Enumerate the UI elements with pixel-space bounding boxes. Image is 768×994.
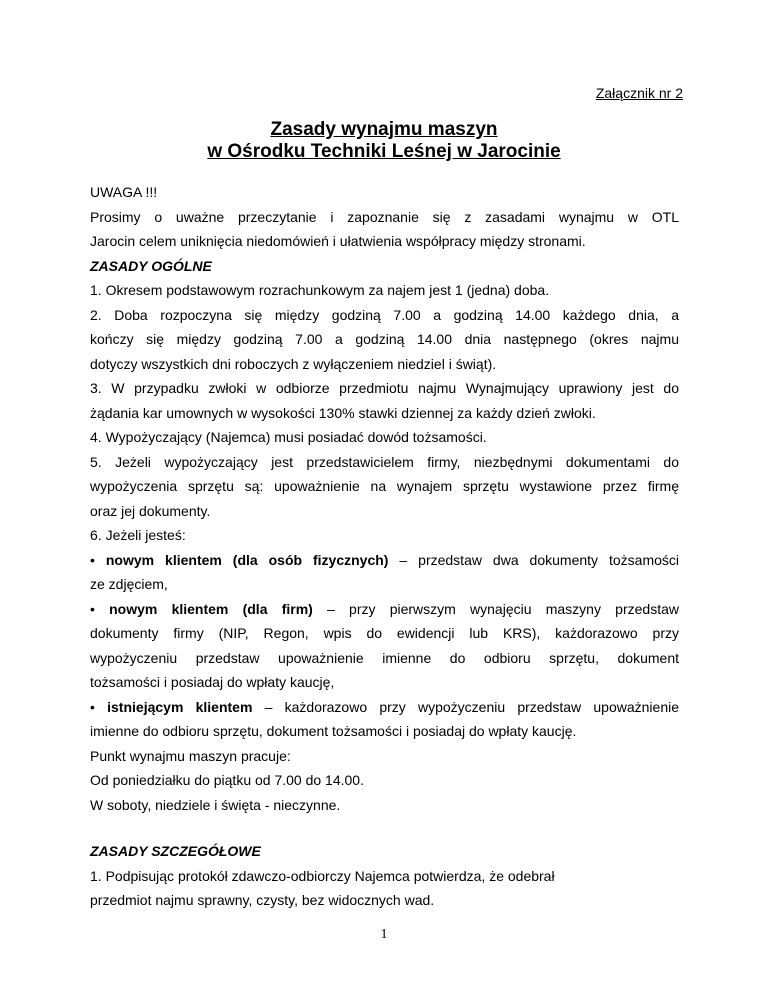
rule-5-line: oraz jej dokumenty. <box>90 502 211 519</box>
bullet-text: – każdorazowo przy wypożyczeniu przedstaw upoważnienie <box>252 698 680 715</box>
rule-3-line: żądania kar umownych w wysokości 130% stawki dziennej za każdy dzień zwłoki. <box>90 404 596 421</box>
rule-1: 1. Okresem podstawowym rozrachunkowym za najem jest 1 (jedna) doba. <box>90 282 550 298</box>
bullet-term: istniejącym klientem <box>107 698 253 715</box>
section-spacer <box>90 817 679 839</box>
bullet-mark: • <box>90 698 108 715</box>
bullet-existing-client <box>90 695 679 720</box>
document-title <box>0 119 768 163</box>
bullet-new-individual <box>90 548 679 573</box>
section-heading-general: ZASADY OGÓLNE <box>90 257 212 274</box>
warning-text: UWAGA !!! <box>90 184 158 200</box>
intro-line: Prosimy o uważne przeczytanie i zapoznanie się z zasadami wynajmu w OTL <box>90 208 679 225</box>
bullet-continuation: tożsamości i posiadaj do wpłaty kaucję, <box>90 674 335 690</box>
bullet-new-company <box>90 597 679 622</box>
rule-2-line: dotyczy wszystkich dni roboczych z wyłączeniem niedziel i świąt). <box>90 355 497 372</box>
section-heading-detailed: ZASADY SZCZEGÓŁOWE <box>90 843 261 859</box>
rule-5-line: 5. Jeżeli wypożyczający jest przedstawicielem firmy, niezbędnymi dokumentami do <box>90 453 679 470</box>
rule-3-line: 3. W przypadku zwłoki w odbiorze przedmiotu najmu Wynajmujący uprawiony jest do <box>90 380 679 396</box>
rule-2-line: kończy się między godziną 7.00 a godziną 14.00 dnia następnego (okres najmu <box>90 331 679 347</box>
bullet-text: – przy pierwszym wynajęciu maszyny przedstaw <box>312 600 679 617</box>
rule-5-line: wypożyczenia sprzętu są: upoważnienie na wynajem sprzętu wystawione przez firmę <box>90 478 679 494</box>
bullet-term: nowym klientem (dla osób fizycznych) <box>105 551 389 568</box>
detail-rule-1-line: przedmiot najmu sprawny, czysty, bez widocznych wad. <box>90 892 435 908</box>
document-body <box>90 180 679 913</box>
hours-weekdays: Od poniedziałku do piątku od 7.00 do 14.00. <box>90 772 364 788</box>
bullet-continuation: imienne do odbioru sprzętu, dokument tożsamości i posiadaj do wpłaty kaucję. <box>90 723 577 739</box>
intro-line: Jarocin celem uniknięcia niedomówień i ułatwienia współpracy między stronami. <box>90 233 586 249</box>
rule-2-line: 2. Doba rozpoczyna się między godziną 7.00 a godziną 14.00 każdego dnia, a <box>90 306 679 323</box>
hours-weekend: W soboty, niedziele i święta - nieczynne. <box>90 796 341 813</box>
bullet-text: – przedstaw dwa dokumenty tożsamości <box>388 551 680 568</box>
bullet-continuation: dokumenty firmy (NIP, Regon, wpis do ewidencji lub KRS), każdorazowo przy <box>90 625 679 641</box>
bullet-term: nowym klientem (dla firm) <box>109 600 313 617</box>
bullet-mark: • <box>90 600 110 617</box>
bullet-continuation: ze zdjęciem, <box>90 576 168 592</box>
rule-4: 4. Wypożyczający (Najemca) musi posiadać dowód tożsamości. <box>90 429 487 445</box>
bullet-mark: • <box>90 551 106 568</box>
hours-heading: Punkt wynajmu maszyn pracuje: <box>90 747 291 764</box>
title-line-1: Zasady wynajmu maszyn <box>270 119 498 140</box>
bullet-continuation: wypożyczeniu przedstaw upoważnienie imienne do odbioru sprzętu, dokument <box>90 649 679 666</box>
detail-rule-1-line: 1. Podpisując protokół zdawczo-odbiorczy Najemca potwierdza, że odebrał <box>90 867 555 884</box>
title-line-2: w Ośrodku Techniki Leśnej w Jarocinie <box>207 141 561 162</box>
page-number: 1 <box>380 927 388 942</box>
annex-label: Załącznik nr 2 <box>595 85 683 101</box>
rule-6: 6. Jeżeli jesteś: <box>90 527 186 543</box>
